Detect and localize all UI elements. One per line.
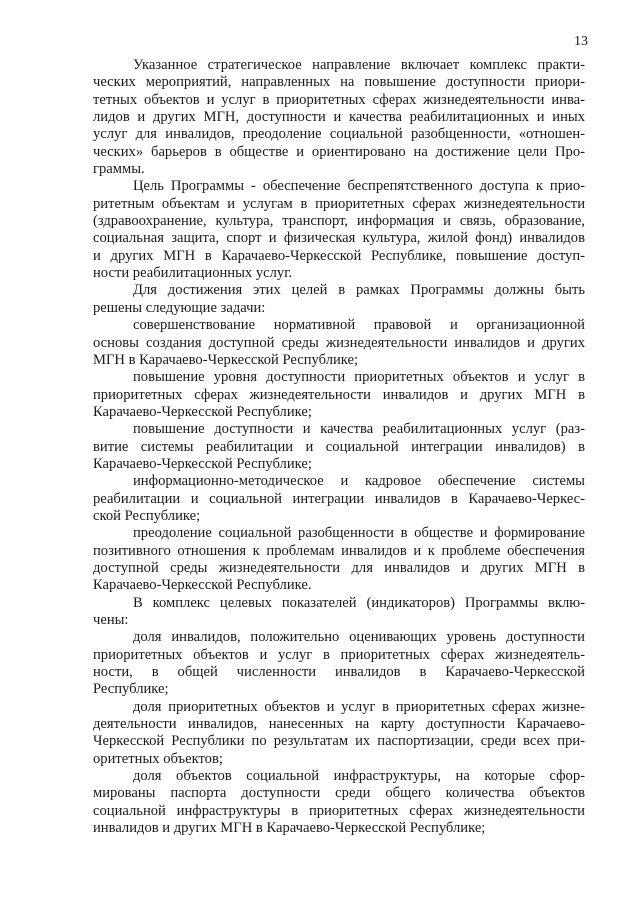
text-line: чены: (93, 612, 129, 628)
paragraph (93, 699, 585, 768)
paragraph (93, 57, 585, 178)
paragraph (93, 629, 585, 698)
text-line: и других МГН в Карачаево-Черкесской Республике, повышение доступ- (93, 247, 585, 264)
page-number: 13 (574, 34, 588, 49)
text-line: доступной среды жизнедеятельности для инвалидов и других МГН в (93, 559, 585, 576)
document-body (93, 57, 585, 837)
text-line: доля приоритетных объектов и услуг в приоритетных сферах жизне- (133, 698, 585, 715)
paragraph (93, 473, 585, 525)
text-line: преодоление социальной разобщенности в обществе и формирование (133, 525, 585, 542)
text-line: ческих» барьеров в обществе и ориентировано на достижение цели Про- (93, 143, 585, 160)
text-line: (здравоохранение, культура, транспорт, информация и связь, образование, (93, 213, 585, 230)
text-line: тетных объектов и услуг в приоритетных сферах жизнедеятельности инва- (93, 91, 585, 108)
text-line: доля объектов социальной инфраструктуры, на которые сфор- (133, 768, 585, 785)
text-line: лидов и других МГН, доступности и качества реабилитационных и иных (93, 109, 585, 126)
paragraph (93, 369, 585, 421)
paragraph (93, 317, 585, 369)
text-line: Для достижения этих целей в рамках Программы должны быть (133, 282, 585, 299)
text-line: позитивного отношения к проблемам инвалидов и к проблеме обеспечения (93, 542, 585, 559)
text-line: инвалидов и других МГН в Карачаево-Черкесской Республике; (93, 820, 486, 837)
text-line: основы создания доступной среды жизнедеятельности инвалидов и других (93, 334, 585, 351)
text-line: приоритетных сферах жизнедеятельности инвалидов и других МГН в (93, 386, 585, 403)
text-line: услуг для инвалидов, преодоление социальной разобщенности, «отношен- (93, 126, 585, 143)
text-line: Черкесской Республики по результатам их паспортизации, среди всех при- (93, 733, 585, 750)
text-line: ности, в общей численности инвалидов в Карачаево-Черкесской (93, 664, 585, 681)
text-line: ской Республике; (93, 507, 201, 524)
paragraph (93, 768, 585, 837)
text-line: повышение доступности и качества реабилитационных услуг (раз- (133, 421, 585, 438)
text-line: МГН в Карачаево-Черкесской Республике; (93, 351, 359, 368)
text-line: ритетным объектам и услугам в приоритетных сферах жизнедеятельности (93, 195, 585, 212)
text-line: совершенствование нормативной правовой и организационной (133, 317, 585, 334)
text-line: социальная защита, спорт и физическая культура, жилой фонд) инвалидов (93, 230, 585, 247)
text-line: приоритетных объектов и услуг в приоритетных сферах жизнедеятель- (93, 646, 585, 663)
text-line: повышение уровня доступности приоритетных объектов и услуг в (133, 369, 585, 386)
text-line: социальной инфраструктуры в приоритетных сферах жизнедеятельности (93, 802, 585, 819)
text-line: решены следующие задачи: (93, 299, 266, 316)
text-line: ческих мероприятий, направленных на повышение доступности приори- (93, 74, 585, 91)
text-line: информационно-методическое и кадровое обеспечение системы (133, 473, 585, 490)
text-line: доля инвалидов, положительно оценивающих уровень доступности (133, 629, 585, 646)
paragraph (93, 421, 585, 473)
paragraph (93, 178, 585, 282)
text-line: реабилитации и социальной интеграции инвалидов в Карачаево-Черкес- (93, 490, 585, 507)
text-line: Карачаево-Черкесской Республике; (93, 455, 312, 472)
text-line: Указанное стратегическое направление включает комплекс практи- (133, 57, 585, 73)
paragraph (93, 282, 585, 317)
paragraph (93, 525, 585, 594)
text-line: мированы паспорта доступности среди общего количества объектов (93, 785, 585, 802)
text-line: Карачаево-Черкесской Республике. (93, 577, 312, 594)
text-line: оритетных объектов; (93, 750, 223, 767)
text-line: Республике; (93, 681, 169, 698)
text-line: Цель Программы - обеспечение беспрепятственного доступа к прио- (133, 178, 585, 195)
paragraph (93, 595, 585, 630)
text-line: ности реабилитационных услуг. (93, 265, 293, 282)
text-line: граммы. (93, 161, 145, 178)
text-line: Карачаево-Черкесской Республике; (93, 403, 312, 420)
text-line: витие системы реабилитации и социальной интеграции инвалидов) в (93, 438, 585, 455)
text-line: В комплекс целевых показателей (индикаторов) Программы вклю- (133, 594, 585, 611)
text-line: деятельности инвалидов, нанесенных на карту доступности Карачаево- (93, 716, 585, 733)
